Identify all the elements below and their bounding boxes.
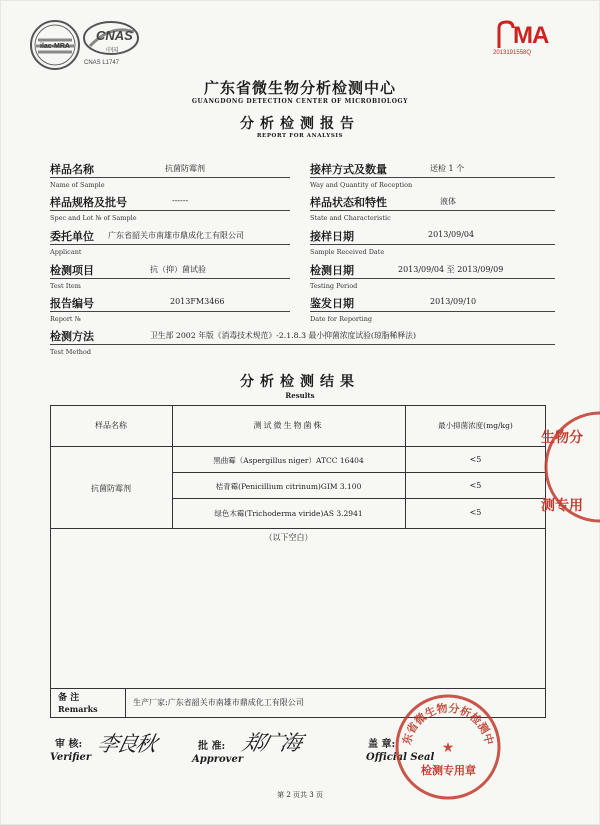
sample-name-underline — [50, 177, 290, 178]
remarks-col-divider — [125, 688, 126, 718]
seal-ring-text: 东省微生物分析检测中 — [400, 701, 496, 747]
results-strain-1: 黑曲霉（Aspergillus niger）ATCC 16404 — [213, 456, 364, 465]
org-name-en: GUANGDONG DETECTION CENTER OF MICROBIOLOGY — [191, 98, 409, 105]
applicant-underline — [50, 244, 290, 245]
remarks-label-en: Remarks — [58, 704, 98, 714]
results-strain-2: 桔青霉(Penicillium citrinum)GIM 3.100 — [215, 482, 362, 491]
spec-lot-value: ------ — [172, 196, 189, 205]
spec-lot-label-en: Spec and Lot № of Sample — [50, 214, 137, 222]
report-title-en: REPORT FOR ANALYSIS — [256, 133, 344, 139]
seal-center-text: 检测专用章 — [421, 764, 476, 777]
applicant-label-en: Applicant — [50, 248, 82, 256]
half-seal-top-text: 生物分 — [541, 430, 583, 446]
official-seal-stamp — [393, 692, 503, 802]
method-label: 检测方法 — [50, 330, 94, 343]
results-mic-1: <5 — [469, 455, 482, 464]
col-header-mic: 最小抑菌浓度(mg/kg) — [438, 421, 513, 430]
report-date-underline — [310, 311, 555, 312]
test-item-underline — [50, 278, 290, 279]
state-underline — [310, 210, 555, 211]
report-no-label-en: Report № — [50, 315, 81, 323]
state-value: 液体 — [440, 197, 456, 206]
results-mic-3: <5 — [469, 508, 482, 517]
verifier-label: 审 核: — [55, 739, 83, 750]
table-row-divider-1 — [172, 472, 546, 473]
remarks-label-cn: 备 注 — [58, 693, 80, 703]
seal-star-icon: ★ — [441, 740, 455, 756]
spec-lot-label: 样品规格及批号 — [50, 196, 127, 209]
testing-period-label: 检测日期 — [310, 264, 354, 277]
received-date-value: 2013/09/04 — [428, 230, 475, 239]
sample-name-label-en: Name of Sample — [50, 181, 105, 189]
cma-logo-text: MA — [513, 22, 549, 49]
results-sample-name: 抗菌防霉剂 — [91, 484, 131, 493]
report-no-label: 报告编号 — [50, 297, 94, 310]
approver-label: 批 准: — [198, 741, 226, 752]
cma-logo-icon — [495, 20, 565, 50]
col-header-strain: 测试微生物菌株 — [253, 421, 324, 430]
applicant-value: 广东省韶关市南雄市鼎成化工有限公司 — [108, 231, 244, 240]
cnas-number: CNAS L1747 — [84, 60, 120, 66]
cnas-logo-text: CNAS — [96, 28, 133, 43]
results-mic-2: <5 — [469, 481, 482, 490]
received-date-label-en: Sample Received Date — [310, 248, 385, 256]
col-header-sample: 样品名称 — [95, 421, 127, 430]
report-date-value: 2013/09/10 — [430, 297, 477, 306]
receipt-underline — [310, 177, 555, 178]
cma-number: 2013191558Q — [493, 50, 532, 56]
test-item-value: 抗（抑）菌试验 — [150, 265, 206, 274]
page-number: 第 2 页共 3 页 — [277, 791, 323, 799]
method-label-en: Test Method — [50, 348, 92, 356]
test-item-label: 检测项目 — [50, 264, 94, 277]
receipt-label: 接样方式及数量 — [310, 163, 387, 176]
report-title-cn: 分析检测报告 — [240, 116, 360, 132]
verifier-signature: 李良秋 — [95, 732, 158, 756]
results-strain-3: 绿色木霉(Trichoderma viride)AS 3.2941 — [214, 509, 363, 518]
method-value: 卫生部 2002 年版《消毒技术规范》-2.1.8.3 最小抑菌浓度试验(琼脂稀释法) — [150, 331, 416, 340]
table-row-divider-2 — [172, 498, 546, 499]
testing-period-underline — [310, 278, 555, 279]
results-title-cn: 分析检测结果 — [240, 374, 360, 390]
half-seal-stamp — [537, 405, 600, 530]
ilac-mra-logo-icon — [30, 20, 80, 70]
results-title-en: Results — [285, 391, 315, 400]
cnas-logo-icon — [82, 20, 140, 60]
testing-period-label-en: Testing Period — [310, 282, 358, 290]
received-date-label: 接样日期 — [310, 230, 354, 243]
receipt-label-en: Way and Quantity of Reception — [310, 181, 413, 189]
report-date-label-en: Date for Reporting — [310, 315, 373, 323]
received-date-underline — [310, 244, 555, 245]
method-underline — [50, 344, 555, 345]
sample-name-value: 抗菌防霉剂 — [165, 164, 205, 173]
receipt-value: 送检 1 个 — [430, 164, 465, 173]
report-no-value: 2013FM3466 — [170, 297, 225, 306]
org-name-cn: 广东省微生物分析检测中心 — [203, 79, 396, 97]
remarks-value: 生产厂家:广东省韶关市南雄市鼎成化工有限公司 — [133, 698, 304, 707]
approver-label-en: Approver — [192, 754, 244, 765]
state-label-en: State and Characteristic — [310, 214, 391, 222]
testing-period-value: 2013/09/04 至 2013/09/09 — [398, 265, 504, 274]
table-data-bottom — [50, 528, 546, 529]
cnas-logo-small: 中国 — [106, 47, 119, 54]
svg-text:ilac-MRA: ilac-MRA — [40, 43, 70, 50]
blank-note: （以下空白） — [264, 533, 313, 542]
seal-label: 盖 章: — [368, 739, 396, 750]
approver-signature: 郑广海 — [239, 731, 303, 755]
table-header-divider — [50, 446, 546, 447]
applicant-label: 委托单位 — [50, 230, 94, 243]
verifier-label-en: Verifier — [50, 752, 92, 763]
report-date-label: 鉴发日期 — [310, 297, 354, 310]
results-table — [50, 405, 546, 718]
state-label: 样品状态和特性 — [310, 196, 387, 209]
report-no-underline — [50, 311, 290, 312]
sample-name-label: 样品名称 — [50, 163, 94, 176]
test-item-label-en: Test Item — [50, 282, 81, 290]
spec-lot-underline — [50, 210, 290, 211]
seal-label-en: Official Seal — [366, 752, 435, 763]
half-seal-bottom-text: 测专用 — [541, 498, 583, 514]
